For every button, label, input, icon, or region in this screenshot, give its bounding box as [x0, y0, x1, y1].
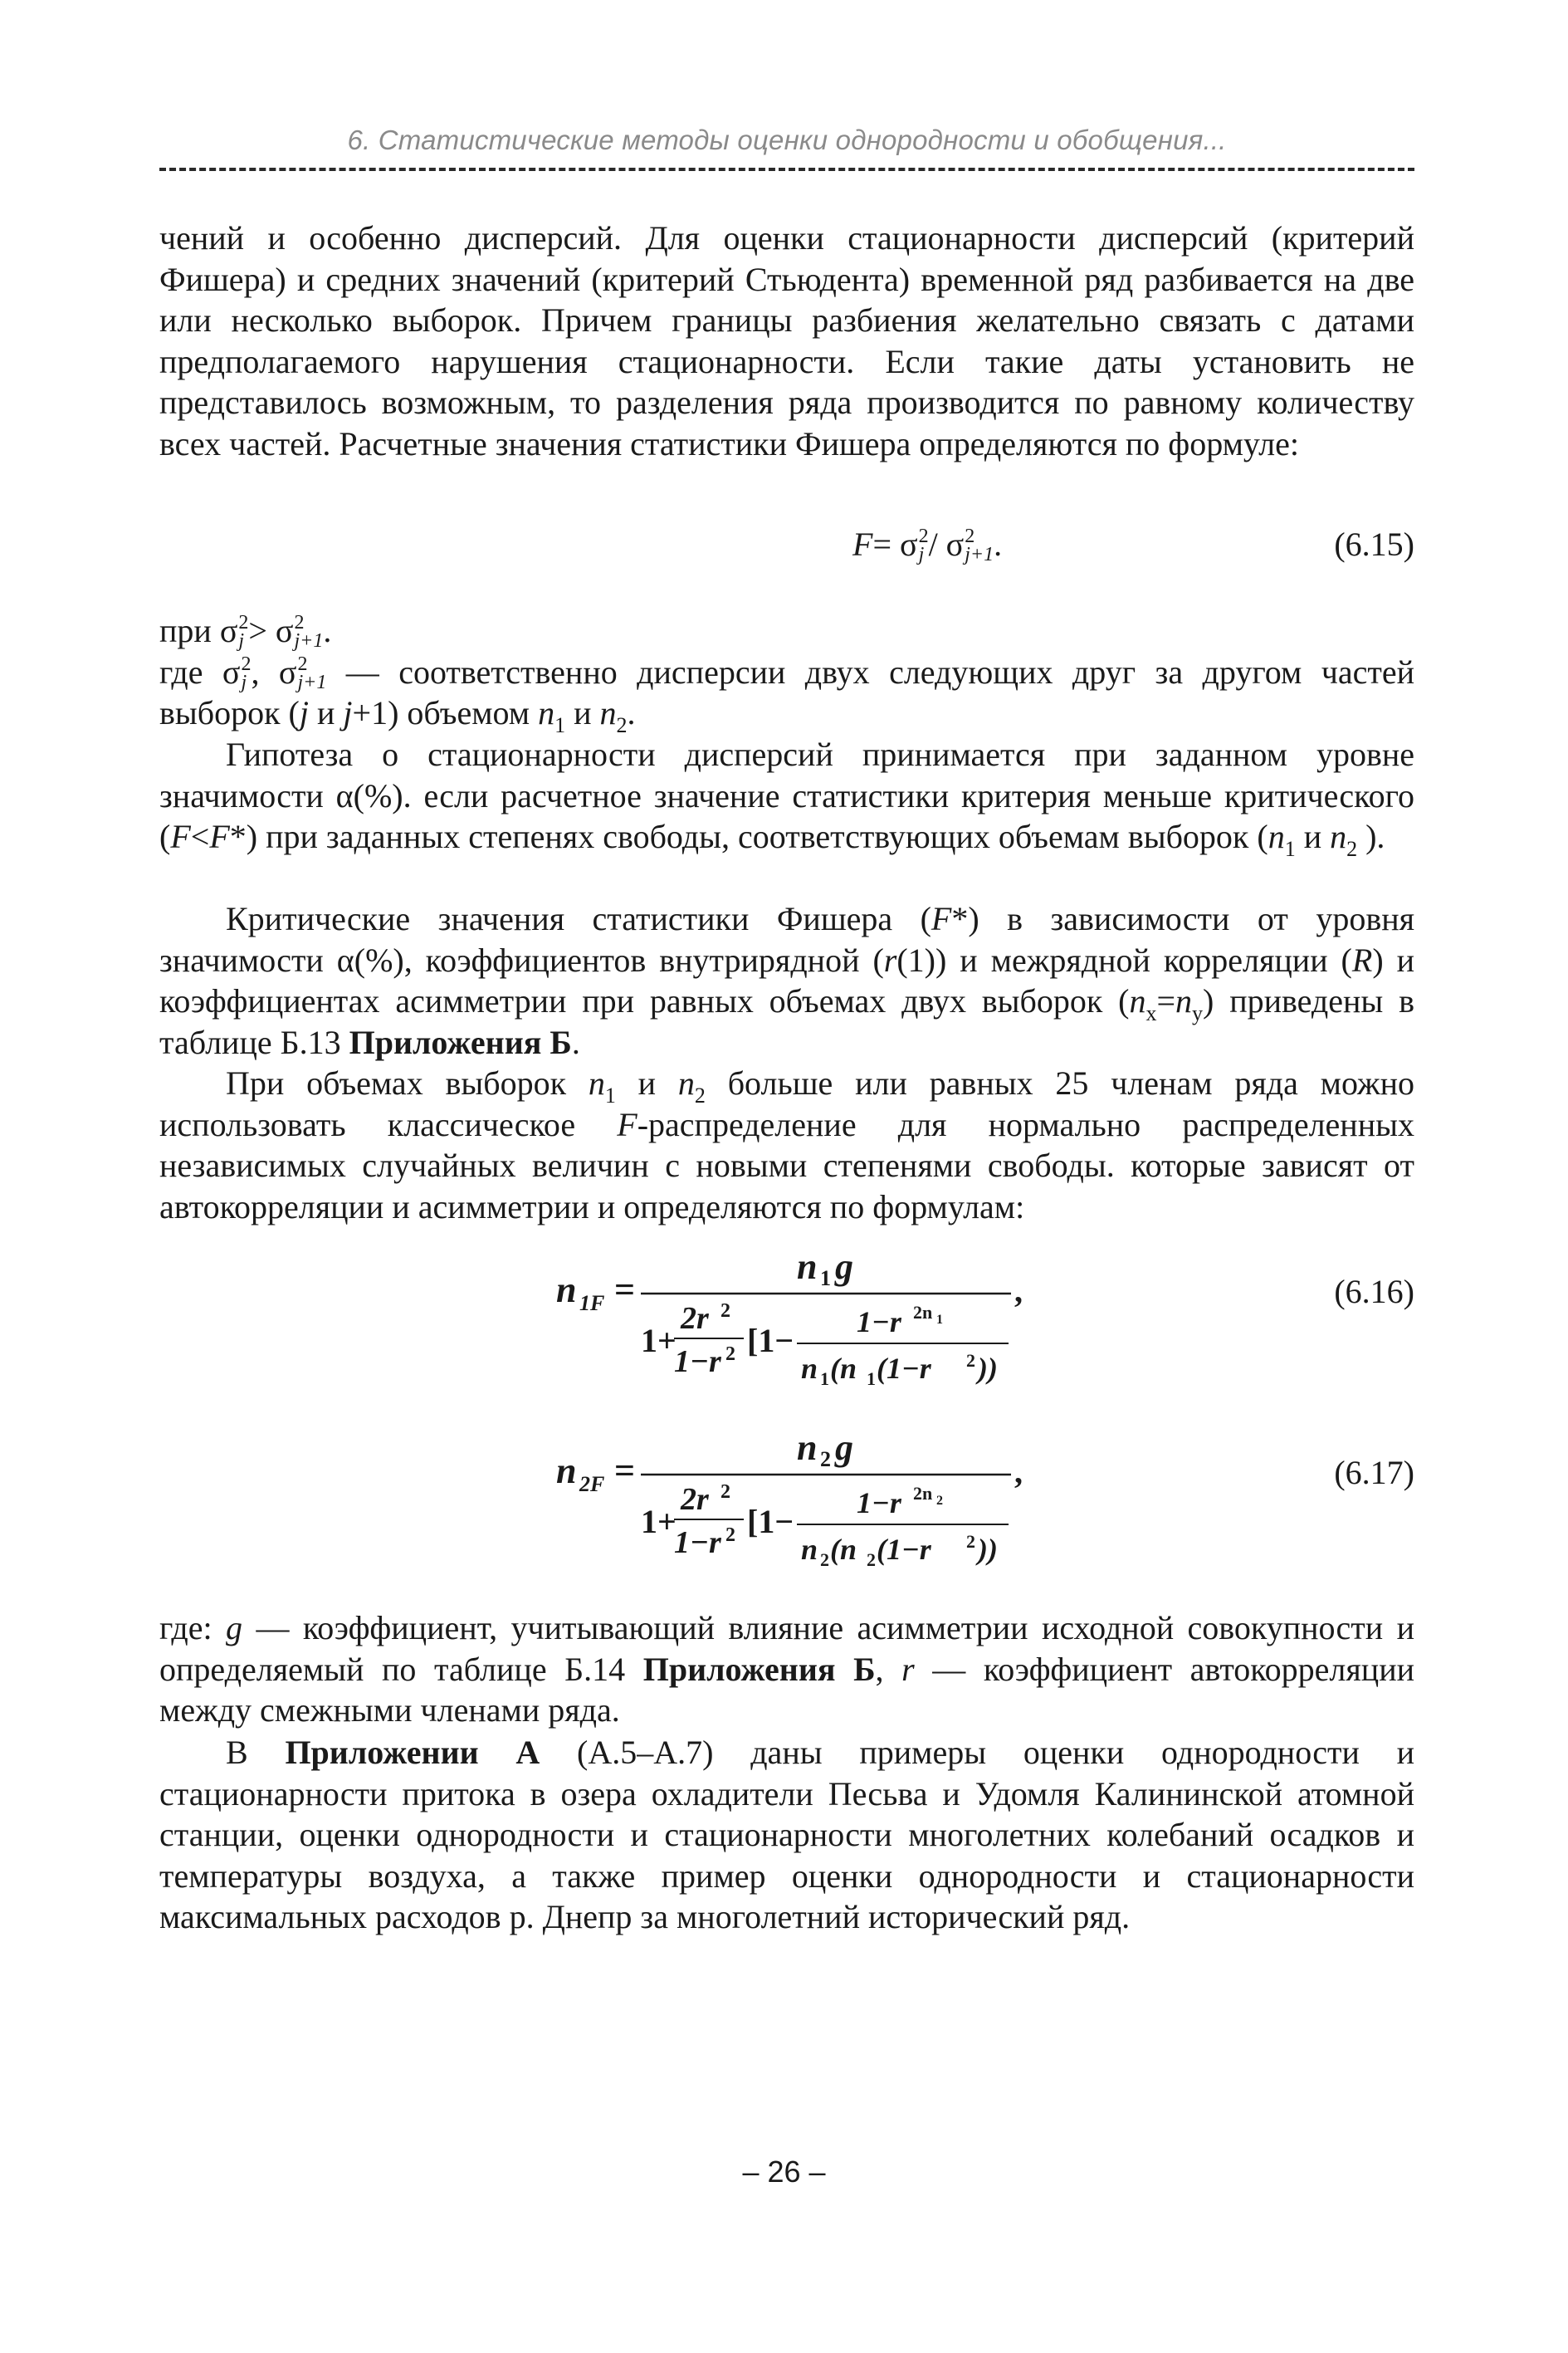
svg-text:=: = — [614, 1450, 636, 1491]
equation-6-17 — [548, 1426, 1046, 1597]
svg-text:2: 2 — [867, 1549, 876, 1570]
paragraph-2: Гипотеза о стационарности дисперсий принимается при заданном уровне значимости α(%). если расчетное значение статистики критерия меньше критического (F<F*) при заданных степенях свободы, соответствующих объемам выборок ($n_1$ и $n_2$ ). — [159, 736, 1414, 861]
svg-text:(1−r: (1−r — [877, 1352, 931, 1385]
svg-text:1−r: 1−r — [857, 1305, 901, 1338]
svg-text:(1−r: (1−r — [877, 1533, 931, 1566]
header-rule — [159, 168, 1414, 171]
svg-text:1: 1 — [820, 1368, 829, 1389]
svg-text:g: g — [835, 1246, 853, 1287]
equation-6-16 — [548, 1245, 1046, 1416]
svg-text:n: n — [801, 1533, 818, 1566]
svg-text:2: 2 — [720, 1481, 730, 1503]
svg-text:2: 2 — [725, 1524, 735, 1546]
svg-text:)): )) — [978, 1533, 998, 1566]
equation-number-6-17: (6.17) — [1334, 1454, 1414, 1491]
svg-text:1−r: 1−r — [674, 1525, 721, 1560]
svg-text:n: n — [797, 1427, 818, 1468]
svg-text:[1−: [1− — [747, 1322, 794, 1359]
condition-line: при σ 2 j > σ 2 j+1 . — [159, 612, 332, 652]
svg-text:2: 2 — [966, 1531, 975, 1552]
svg-text:[1−: [1− — [747, 1503, 794, 1540]
lhs: n — [556, 1450, 577, 1491]
svg-text:2: 2 — [720, 1300, 730, 1322]
svg-text:1+: 1+ — [641, 1322, 677, 1359]
svg-text:,: , — [1014, 1272, 1023, 1309]
formula-6-17 — [548, 1426, 1046, 1592]
svg-text:1: 1 — [936, 1313, 943, 1327]
svg-text:2F: 2F — [579, 1472, 605, 1496]
svg-text:2n: 2n — [913, 1483, 933, 1504]
equation-body: F= σ 2 j / σ 2 j+1 . — [852, 526, 1003, 565]
svg-text:2: 2 — [966, 1350, 975, 1371]
svg-text:,: , — [1014, 1453, 1023, 1490]
equation-6-15 — [159, 525, 1414, 575]
equation-number-6-16: (6.16) — [1334, 1273, 1414, 1310]
svg-text:1−r: 1−r — [674, 1344, 721, 1379]
paragraph-6: В Приложении А (А.5–А.7) даны примеры оценки однородности и стационарности притока в озера охладители Песьва и Удомля Калининской атомной станции, оценки однородности и стационарности многолетних колебаний осадков и температуры воздуха, а также пример оценки однородности и стационарности максимальных расходов р. Днепр за многолетний исторический ряд. — [159, 1734, 1414, 1935]
svg-text:)): )) — [978, 1352, 998, 1385]
svg-text:1: 1 — [867, 1368, 876, 1389]
running-head: 6. Статистические методы оценки однородности и обобщения... — [347, 125, 1227, 155]
svg-text:2: 2 — [936, 1494, 943, 1508]
formula-6-16 — [548, 1245, 1046, 1411]
svg-text:(n: (n — [830, 1352, 857, 1385]
svg-text:1−r: 1−r — [857, 1486, 901, 1519]
svg-text:2r: 2r — [681, 1301, 709, 1336]
svg-text:n: n — [797, 1246, 818, 1287]
svg-text:2: 2 — [820, 1447, 831, 1471]
page-number: – 26 – — [742, 2155, 826, 2189]
svg-text:n: n — [801, 1352, 818, 1385]
svg-text:1: 1 — [820, 1266, 831, 1290]
equation-number: (6.15) — [1334, 526, 1414, 563]
svg-text:1+: 1+ — [641, 1503, 677, 1540]
paragraph-4: При объемах выборок $n_1$ и $n_2$ больше или равных 25 членам ряда можно использовать классическое F-распределение для нормально распределенных независимых случайных величин с новыми степенями свободы. которые зависят от автокорреляции и асимметрии и определяются по формулам: — [159, 1064, 1414, 1225]
paragraph-3: Критические значения статистики Фишера (F*) в зависимости от уровня значимости α(%), коэффициентов внутрирядной (r(1)) и межрядной корреляции (R) и коэффициентах асимметрии при равных объемах двух выборок $(n_x=n_y)$ приведены в таблице Б.13 Приложения Б. — [159, 900, 1415, 1061]
svg-text:(n: (n — [830, 1533, 857, 1566]
svg-text:2: 2 — [725, 1343, 735, 1365]
svg-text:=: = — [614, 1269, 636, 1310]
paragraph-where-1 — [159, 610, 1414, 737]
svg-text:2n: 2n — [913, 1302, 933, 1323]
where-definition: где σ 2 j , σ 2 j+1 — соответственно дисперсии двух следующих друг за другом частей выборок (j и j+1) объемом $n_1$ и $n_2$. — [159, 653, 1414, 737]
svg-text:2r: 2r — [681, 1482, 709, 1517]
paragraph-1 — [159, 218, 1414, 464]
paragraph-5: где: g — коэффициент, учитывающий влияние асимметрии исходной совокупности и определяемый по таблице Б.14 Приложения Б, r — коэффициент автокорреляции между смежными членами ряда. — [159, 1609, 1415, 1729]
lhs: n — [556, 1269, 577, 1310]
svg-text:2: 2 — [820, 1549, 829, 1570]
svg-text:g: g — [835, 1427, 853, 1468]
svg-text:1F: 1F — [579, 1291, 605, 1315]
paragraph-text: чений и особенно дисперсий. Для оценки стационарности дисперсий (критерий Фишера) и средних значений (критерий Стьюдента) временной ряд разбивается на две или несколько выборок. Причем границы разбиения желательно связать с датами предполагаемого нарушения стационарности. Если такие даты установить не представилось возможным, то разделения ряда производится по равному количеству всех частей. Расчетные значения статистики Фишера определяются по формуле: — [159, 219, 1414, 462]
